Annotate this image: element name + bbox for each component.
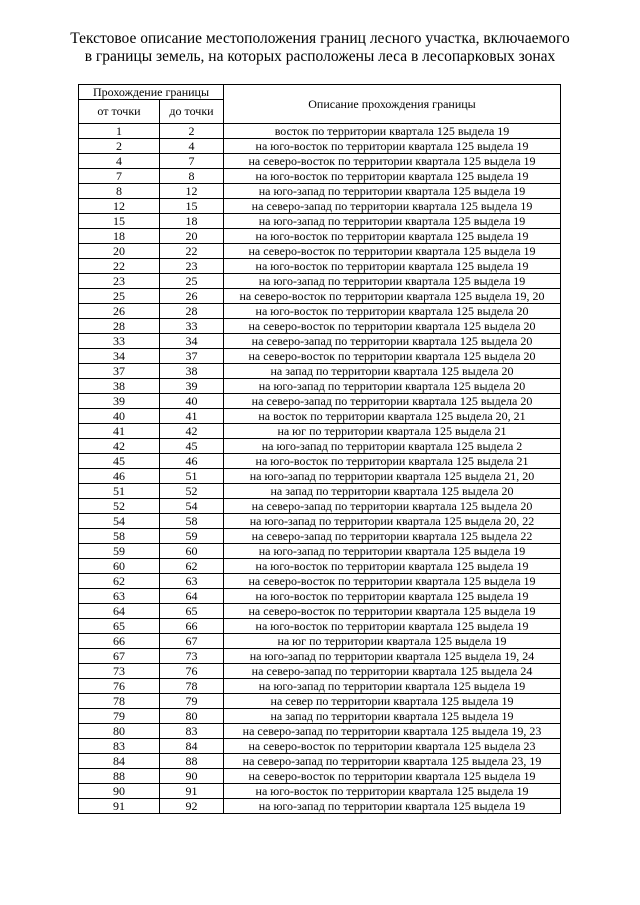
description-cell: на север по территории квартала 125 выдела 19 — [224, 694, 561, 709]
table-row — [79, 664, 561, 679]
to-point-cell: 78 — [160, 679, 224, 694]
from-point-cell: 64 — [79, 604, 160, 619]
from-point-cell: 20 — [79, 244, 160, 259]
description-cell: на запад по территории квартала 125 выдела 19 — [224, 709, 561, 724]
document-title — [40, 30, 600, 66]
table-row — [79, 679, 561, 694]
table-row — [79, 514, 561, 529]
from-point-cell: 62 — [79, 574, 160, 589]
to-point-cell: 91 — [160, 784, 224, 799]
from-point-cell: 88 — [79, 769, 160, 784]
to-point-cell: 64 — [160, 589, 224, 604]
from-point-cell: 58 — [79, 529, 160, 544]
header-boundary-group: Прохождение границы — [79, 85, 224, 100]
description-cell: на юг по территории квартала 125 выдела 21 — [224, 424, 561, 439]
table-row — [79, 169, 561, 184]
description-cell: на северо-запад по территории квартала 125 выдела 20 — [224, 334, 561, 349]
from-point-cell: 33 — [79, 334, 160, 349]
description-cell: на северо-восток по территории квартала 125 выдела 23 — [224, 739, 561, 754]
from-point-cell: 73 — [79, 664, 160, 679]
from-point-cell: 60 — [79, 559, 160, 574]
table-row — [79, 544, 561, 559]
to-point-cell: 88 — [160, 754, 224, 769]
table-row — [79, 784, 561, 799]
description-cell: на юго-восток по территории квартала 125 выдела 21 — [224, 454, 561, 469]
description-cell: на запад по территории квартала 125 выдела 20 — [224, 364, 561, 379]
from-point-cell: 18 — [79, 229, 160, 244]
to-point-cell: 51 — [160, 469, 224, 484]
to-point-cell: 92 — [160, 799, 224, 814]
from-point-cell: 84 — [79, 754, 160, 769]
from-point-cell: 40 — [79, 409, 160, 424]
description-cell: на юго-запад по территории квартала 125 выдела 19, 24 — [224, 649, 561, 664]
from-point-cell: 2 — [79, 139, 160, 154]
description-cell: на северо-запад по территории квартала 125 выдела 22 — [224, 529, 561, 544]
table-row — [79, 754, 561, 769]
table-row — [79, 124, 561, 139]
from-point-cell: 8 — [79, 184, 160, 199]
description-cell: на юго-запад по территории квартала 125 выдела 19 — [224, 679, 561, 694]
to-point-cell: 59 — [160, 529, 224, 544]
table-row — [79, 724, 561, 739]
to-point-cell: 20 — [160, 229, 224, 244]
to-point-cell: 45 — [160, 439, 224, 454]
from-point-cell: 51 — [79, 484, 160, 499]
table-row — [79, 649, 561, 664]
to-point-cell: 7 — [160, 154, 224, 169]
table-row — [79, 439, 561, 454]
description-cell: на юго-восток по территории квартала 125 выдела 19 — [224, 139, 561, 154]
table-row — [79, 559, 561, 574]
from-point-cell: 4 — [79, 154, 160, 169]
from-point-cell: 83 — [79, 739, 160, 754]
to-point-cell: 37 — [160, 349, 224, 364]
description-cell: на северо-восток по территории квартала 125 выдела 19 — [224, 154, 561, 169]
to-point-cell: 66 — [160, 619, 224, 634]
from-point-cell: 28 — [79, 319, 160, 334]
boundary-table — [78, 84, 561, 814]
to-point-cell: 41 — [160, 409, 224, 424]
from-point-cell: 25 — [79, 289, 160, 304]
table-row — [79, 499, 561, 514]
description-cell: на юго-запад по территории квартала 125 выдела 19 — [224, 214, 561, 229]
description-cell: на запад по территории квартала 125 выдела 20 — [224, 484, 561, 499]
to-point-cell: 12 — [160, 184, 224, 199]
from-point-cell: 23 — [79, 274, 160, 289]
to-point-cell: 52 — [160, 484, 224, 499]
to-point-cell: 90 — [160, 769, 224, 784]
to-point-cell: 34 — [160, 334, 224, 349]
from-point-cell: 67 — [79, 649, 160, 664]
table-row — [79, 394, 561, 409]
table-row — [79, 229, 561, 244]
table-row — [79, 154, 561, 169]
to-point-cell: 23 — [160, 259, 224, 274]
header-description: Описание прохождения границы — [224, 85, 561, 124]
from-point-cell: 26 — [79, 304, 160, 319]
to-point-cell: 80 — [160, 709, 224, 724]
from-point-cell: 54 — [79, 514, 160, 529]
table-row — [79, 244, 561, 259]
from-point-cell: 63 — [79, 589, 160, 604]
from-point-cell: 22 — [79, 259, 160, 274]
description-cell: на юго-восток по территории квартала 125 выдела 19 — [224, 259, 561, 274]
table-row — [79, 769, 561, 784]
from-point-cell: 7 — [79, 169, 160, 184]
table-row — [79, 214, 561, 229]
table-row — [79, 604, 561, 619]
description-cell: восток по территории квартала 125 выдела 19 — [224, 124, 561, 139]
table-row — [79, 334, 561, 349]
to-point-cell: 4 — [160, 139, 224, 154]
from-point-cell: 1 — [79, 124, 160, 139]
table-row — [79, 139, 561, 154]
from-point-cell: 45 — [79, 454, 160, 469]
header-from-point: от точки — [79, 100, 160, 124]
table-row — [79, 289, 561, 304]
to-point-cell: 63 — [160, 574, 224, 589]
from-point-cell: 39 — [79, 394, 160, 409]
description-cell: на юго-запад по территории квартала 125 выдела 19 — [224, 274, 561, 289]
table-row — [79, 484, 561, 499]
from-point-cell: 65 — [79, 619, 160, 634]
description-cell: на северо-запад по территории квартала 125 выдела 23, 19 — [224, 754, 561, 769]
from-point-cell: 79 — [79, 709, 160, 724]
table-row — [79, 619, 561, 634]
table-row — [79, 184, 561, 199]
from-point-cell: 59 — [79, 544, 160, 559]
from-point-cell: 46 — [79, 469, 160, 484]
description-cell: на северо-восток по территории квартала 125 выдела 19 — [224, 769, 561, 784]
table-row — [79, 694, 561, 709]
to-point-cell: 18 — [160, 214, 224, 229]
description-cell: на юго-запад по территории квартала 125 выдела 20 — [224, 379, 561, 394]
title-line-1: Текстовое описание местоположения границ лесного участка, включаемого — [70, 30, 570, 47]
from-point-cell: 76 — [79, 679, 160, 694]
from-point-cell: 42 — [79, 439, 160, 454]
from-point-cell: 34 — [79, 349, 160, 364]
description-cell: на юго-восток по территории квартала 125 выдела 19 — [224, 619, 561, 634]
to-point-cell: 65 — [160, 604, 224, 619]
description-cell: на северо-восток по территории квартала 125 выдела 19 — [224, 574, 561, 589]
from-point-cell: 80 — [79, 724, 160, 739]
description-cell: на северо-запад по территории квартала 125 выдела 19 — [224, 199, 561, 214]
table-row — [79, 739, 561, 754]
table-row — [79, 319, 561, 334]
to-point-cell: 22 — [160, 244, 224, 259]
description-cell: на юго-запад по территории квартала 125 выдела 19 — [224, 544, 561, 559]
to-point-cell: 33 — [160, 319, 224, 334]
to-point-cell: 15 — [160, 199, 224, 214]
table-row — [79, 379, 561, 394]
description-cell: на юго-восток по территории квартала 125 выдела 19 — [224, 559, 561, 574]
title-line-2: в границы земель, на которых расположены леса в лесопарковых зонах — [84, 48, 556, 65]
to-point-cell: 79 — [160, 694, 224, 709]
table-row — [79, 574, 561, 589]
table-row — [79, 304, 561, 319]
to-point-cell: 39 — [160, 379, 224, 394]
from-point-cell: 66 — [79, 634, 160, 649]
to-point-cell: 60 — [160, 544, 224, 559]
table-row — [79, 529, 561, 544]
table-row — [79, 799, 561, 814]
to-point-cell: 38 — [160, 364, 224, 379]
table-row — [79, 259, 561, 274]
description-cell: на юго-восток по территории квартала 125 выдела 19 — [224, 229, 561, 244]
to-point-cell: 40 — [160, 394, 224, 409]
to-point-cell: 42 — [160, 424, 224, 439]
from-point-cell: 90 — [79, 784, 160, 799]
description-cell: на северо-запад по территории квартала 125 выдела 20 — [224, 499, 561, 514]
table-row — [79, 469, 561, 484]
from-point-cell: 15 — [79, 214, 160, 229]
to-point-cell: 58 — [160, 514, 224, 529]
description-cell: на юго-запад по территории квартала 125 выдела 19 — [224, 184, 561, 199]
table-row — [79, 589, 561, 604]
description-cell: на восток по территории квартала 125 выдела 20, 21 — [224, 409, 561, 424]
to-point-cell: 54 — [160, 499, 224, 514]
to-point-cell: 46 — [160, 454, 224, 469]
description-cell: на северо-восток по территории квартала 125 выдела 20 — [224, 349, 561, 364]
description-cell: на северо-восток по территории квартала 125 выдела 19 — [224, 244, 561, 259]
from-point-cell: 37 — [79, 364, 160, 379]
from-point-cell: 41 — [79, 424, 160, 439]
to-point-cell: 67 — [160, 634, 224, 649]
from-point-cell: 12 — [79, 199, 160, 214]
to-point-cell: 26 — [160, 289, 224, 304]
description-cell: на юг по территории квартала 125 выдела 19 — [224, 634, 561, 649]
description-cell: на юго-восток по территории квартала 125 выдела 19 — [224, 169, 561, 184]
description-cell: на юго-запад по территории квартала 125 выдела 20, 22 — [224, 514, 561, 529]
from-point-cell: 52 — [79, 499, 160, 514]
description-cell: на юго-восток по территории квартала 125 выдела 19 — [224, 589, 561, 604]
to-point-cell: 83 — [160, 724, 224, 739]
description-cell: на юго-запад по территории квартала 125 выдела 21, 20 — [224, 469, 561, 484]
to-point-cell: 25 — [160, 274, 224, 289]
description-cell: на северо-восток по территории квартала 125 выдела 19 — [224, 604, 561, 619]
from-point-cell: 38 — [79, 379, 160, 394]
to-point-cell: 73 — [160, 649, 224, 664]
table-row — [79, 424, 561, 439]
table-row — [79, 709, 561, 724]
from-point-cell: 91 — [79, 799, 160, 814]
table-header — [79, 85, 561, 124]
from-point-cell: 78 — [79, 694, 160, 709]
description-cell: на северо-запад по территории квартала 125 выдела 24 — [224, 664, 561, 679]
to-point-cell: 76 — [160, 664, 224, 679]
table-row — [79, 454, 561, 469]
description-cell: на юго-восток по территории квартала 125 выдела 19 — [224, 784, 561, 799]
table-row — [79, 274, 561, 289]
to-point-cell: 2 — [160, 124, 224, 139]
description-cell: на юго-запад по территории квартала 125 выдела 2 — [224, 439, 561, 454]
table-body — [79, 124, 561, 814]
table-row — [79, 409, 561, 424]
description-cell: на юго-запад по территории квартала 125 выдела 19 — [224, 799, 561, 814]
header-to-point: до точки — [160, 100, 224, 124]
to-point-cell: 8 — [160, 169, 224, 184]
description-cell: на северо-восток по территории квартала 125 выдела 20 — [224, 319, 561, 334]
to-point-cell: 28 — [160, 304, 224, 319]
table-row — [79, 349, 561, 364]
description-cell: на северо-восток по территории квартала 125 выдела 19, 20 — [224, 289, 561, 304]
table-row — [79, 364, 561, 379]
description-cell: на юго-восток по территории квартала 125 выдела 20 — [224, 304, 561, 319]
description-cell: на северо-запад по территории квартала 125 выдела 19, 23 — [224, 724, 561, 739]
description-cell: на северо-запад по территории квартала 125 выдела 20 — [224, 394, 561, 409]
to-point-cell: 84 — [160, 739, 224, 754]
table-row — [79, 634, 561, 649]
table-row — [79, 199, 561, 214]
to-point-cell: 62 — [160, 559, 224, 574]
